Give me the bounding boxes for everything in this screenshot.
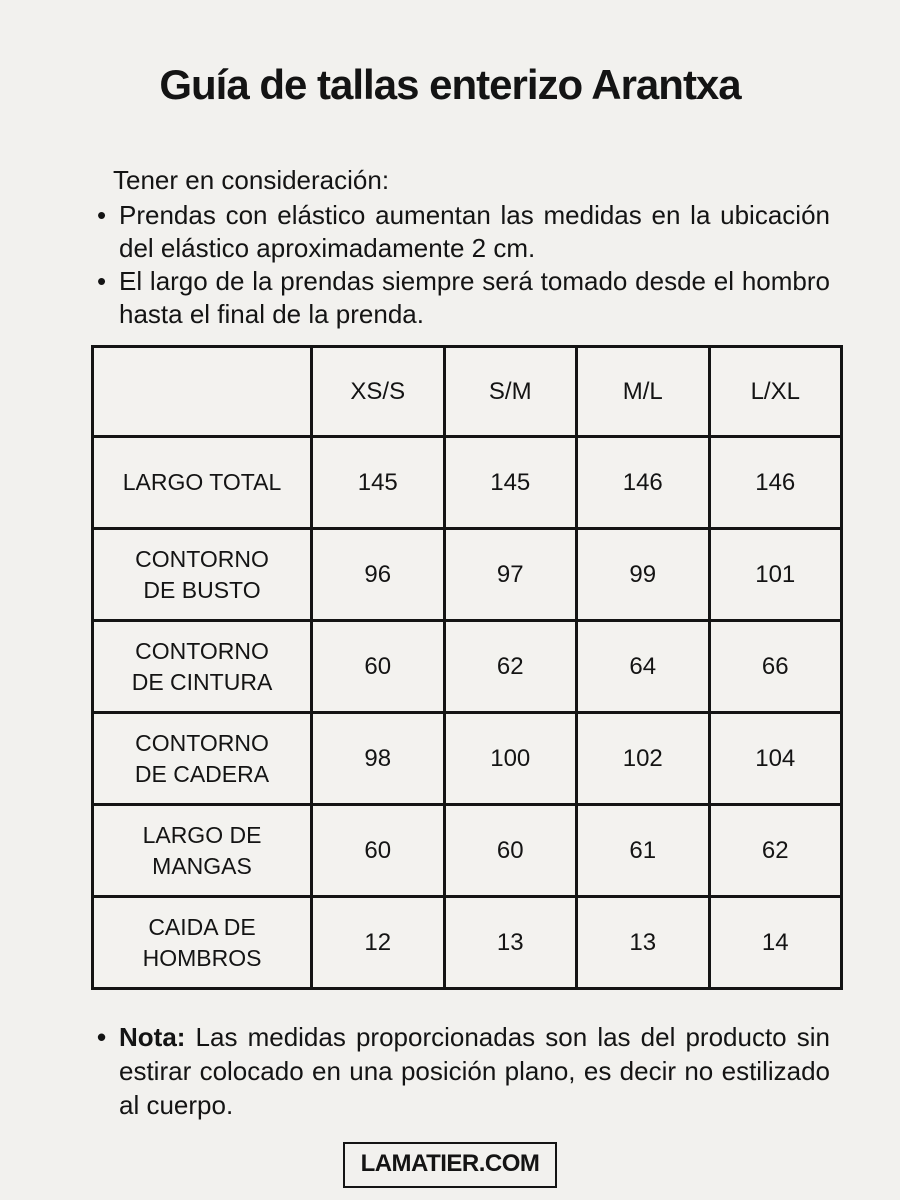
cell-value: 104 [709, 713, 842, 805]
cell-value: 100 [444, 713, 577, 805]
cell-value: 60 [312, 621, 445, 713]
brand-badge: LAMATIER.COM [343, 1142, 558, 1188]
cell-value: 145 [312, 437, 445, 529]
cell-value: 99 [577, 529, 710, 621]
table-corner-cell [93, 347, 312, 437]
note-section [95, 1020, 830, 1122]
column-header-s-m: S/M [444, 347, 577, 437]
note-label: Nota: [119, 1022, 186, 1053]
cell-value: 60 [444, 805, 577, 897]
cell-value: 66 [709, 621, 842, 713]
cell-value: 61 [577, 805, 710, 897]
cell-value: 96 [312, 529, 445, 621]
column-header-m-l: M/L [577, 347, 710, 437]
column-header-xs-s: XS/S [312, 347, 445, 437]
cell-value: 60 [312, 805, 445, 897]
considerations-section [95, 164, 830, 331]
cell-value: 12 [312, 897, 445, 989]
table-row [93, 713, 842, 805]
cell-value: 101 [709, 529, 842, 621]
size-table [91, 345, 843, 990]
row-label-largo-mangas: LARGO DE MANGAS [93, 805, 312, 897]
cell-value: 97 [444, 529, 577, 621]
table-header-row [93, 347, 842, 437]
considerations-heading: Tener en consideración: [113, 165, 390, 196]
footer [0, 1142, 900, 1188]
table-row [93, 529, 842, 621]
table-row [93, 897, 842, 989]
table-row [93, 805, 842, 897]
cell-value: 145 [444, 437, 577, 529]
cell-value: 62 [709, 805, 842, 897]
row-label-contorno-busto: CONTORNO DE BUSTO [93, 529, 312, 621]
cell-value: 98 [312, 713, 445, 805]
cell-value: 62 [444, 621, 577, 713]
cell-value: 14 [709, 897, 842, 989]
row-label-contorno-cintura: CONTORNO DE CINTURA [93, 621, 312, 713]
considerations-list [95, 199, 830, 331]
row-label-largo-total: LARGO TOTAL [93, 437, 312, 529]
note-text: Las medidas proporcionadas son las del producto sin estirar colocado en una posición plano, es decir no estilizado al cuerpo. [119, 1022, 830, 1121]
consideration-item: • Prendas con elástico aumentan las medidas en la ubicación del elástico aproximadamente 2 cm. [95, 199, 830, 265]
table-row [93, 621, 842, 713]
row-label-contorno-cadera: CONTORNO DE CADERA [93, 713, 312, 805]
cell-value: 146 [709, 437, 842, 529]
cell-value: 13 [444, 897, 577, 989]
table-row [93, 437, 842, 529]
cell-value: 13 [577, 897, 710, 989]
cell-value: 102 [577, 713, 710, 805]
cell-value: 64 [577, 621, 710, 713]
row-label-caida-hombros: CAIDA DE HOMBROS [93, 897, 312, 989]
page-title: Guía de tallas enterizo Arantxa [159, 61, 741, 108]
cell-value: 146 [577, 437, 710, 529]
column-header-l-xl: L/XL [709, 347, 842, 437]
consideration-item: • El largo de la prendas siempre será tomado desde el hombro hasta el final de la prenda. [95, 265, 830, 331]
